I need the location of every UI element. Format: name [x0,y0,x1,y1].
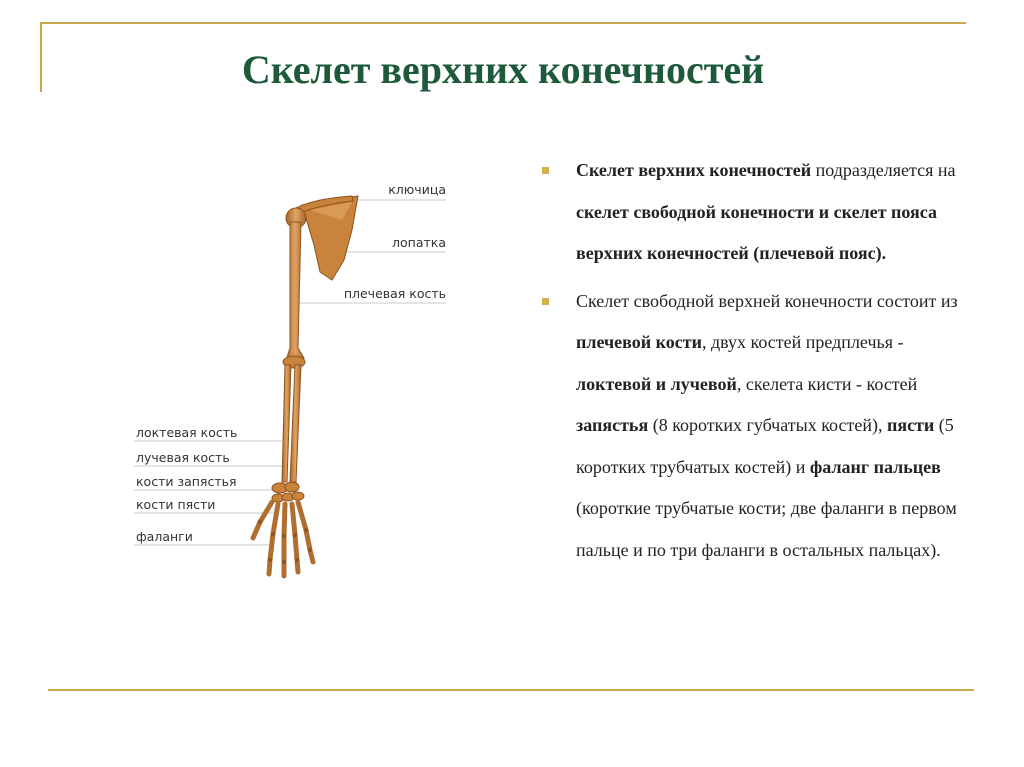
bullet2-bold-carpus: запястья [576,415,649,435]
carpal-bones [272,482,304,502]
bullet2-text-5: (5 коротких трубчатых костей) и [576,415,954,477]
frame-top-line [40,22,966,24]
bullet2-bold-metacarpus: пясти [886,415,935,435]
label-clavicle: ключица [388,182,446,197]
bullet-item-2 [540,281,980,572]
bullet2-bold-humerus: плечевой кости [576,332,702,352]
bullet1-bold-term: Скелет верхних конечностей [576,160,812,180]
body-text [540,150,980,577]
ulna-bone [282,365,291,482]
arm-skeleton-figure [120,160,460,580]
label-humerus: плечевая кость [343,286,446,301]
humerus-bone [286,222,304,360]
bullet2-text-1: Скелет свободной верхней конечности состоит из [576,290,958,311]
bullet2-bold-forearm: локтевой и лучевой [576,373,737,394]
bullet1-bold-terms: скелет свободной конечности и скелет пояса верхних конечностей (плечевой пояс). [576,201,937,263]
bullet-marker-icon [542,298,549,305]
radius-bone [290,365,301,482]
bullet-marker-icon [542,167,549,174]
label-metacarpals: кости пясти [136,497,216,512]
label-carpals: кости запястья [136,474,237,489]
bullet2-text-3: , скелета кисти - костей [736,373,918,394]
bullet2-text-4: (8 коротких губчатых костей), [648,415,887,435]
label-ulna: локтевая кость [136,425,238,440]
arm-skeleton-illustration [120,160,460,580]
bullet2-bold-phalanges: фаланг пальцев [809,456,941,477]
label-phalanges: фаланги [136,529,193,544]
label-radius: лучевая кость [136,450,230,465]
bullet2-text-6: (короткие трубчатые кости; две фаланги в первом пальце и по три фаланги в остальных пальцах). [576,498,957,560]
label-scapula: лопатка [392,235,446,250]
bullet-item-1 [540,150,980,275]
frame-bottom-line [48,689,974,691]
bullet1-text: подразделяется на [811,160,956,180]
bullet2-text-2: , двух костей предплечья - [701,332,904,352]
slide-title: Скелет верхних конечностей [241,47,765,92]
